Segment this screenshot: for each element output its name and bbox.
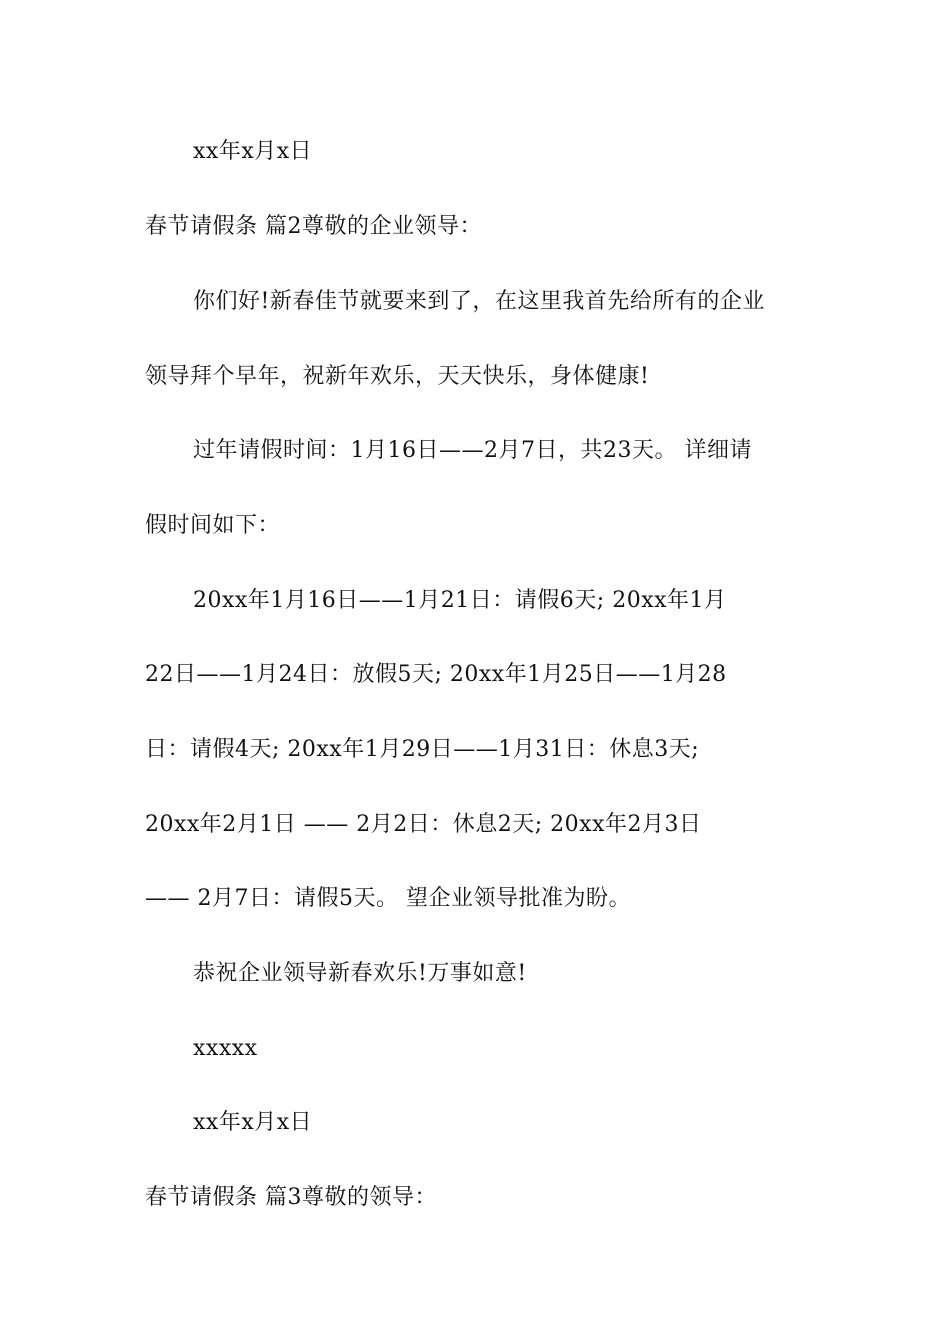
paragraph-line: —— 2月7日：请假5天。 望企业领导批准为盼。 <box>145 886 631 911</box>
letter-heading: 春节请假条 篇3尊敬的领导： <box>145 1185 437 1210</box>
paragraph-line: 过年请假时间：1月16日——2月7日，共23天。 详细请 <box>193 438 752 463</box>
signature-line: xxxxx <box>193 1036 258 1061</box>
paragraph-line: 假时间如下： <box>145 513 281 538</box>
paragraph-line: 日：请假4天; 20xx年1月29日——1月31日：休息3天; <box>145 737 700 762</box>
paragraph-line: 22日——1月24日：放假5天; 20xx年1月25日——1月28 <box>145 662 727 687</box>
date-line: xx年x月x日 <box>193 139 313 164</box>
paragraph-line: 你们好!新春佳节就要来到了，在这里我首先给所有的企业 <box>193 289 765 314</box>
paragraph-line: 20xx年2月1日 —— 2月2日：休息2天; 20xx年2月3日 <box>145 812 702 837</box>
paragraph-line: 领导拜个早年，祝新年欢乐，天天快乐，身体健康! <box>145 364 650 389</box>
paragraph-line: 20xx年1月16日——1月21日：请假6天; 20xx年1月 <box>193 588 727 613</box>
letter-heading: 春节请假条 篇2尊敬的企业领导： <box>145 214 482 239</box>
paragraph-line: 恭祝企业领导新春欢乐!万事如意! <box>193 961 527 986</box>
date-line: xx年x月x日 <box>193 1110 313 1135</box>
